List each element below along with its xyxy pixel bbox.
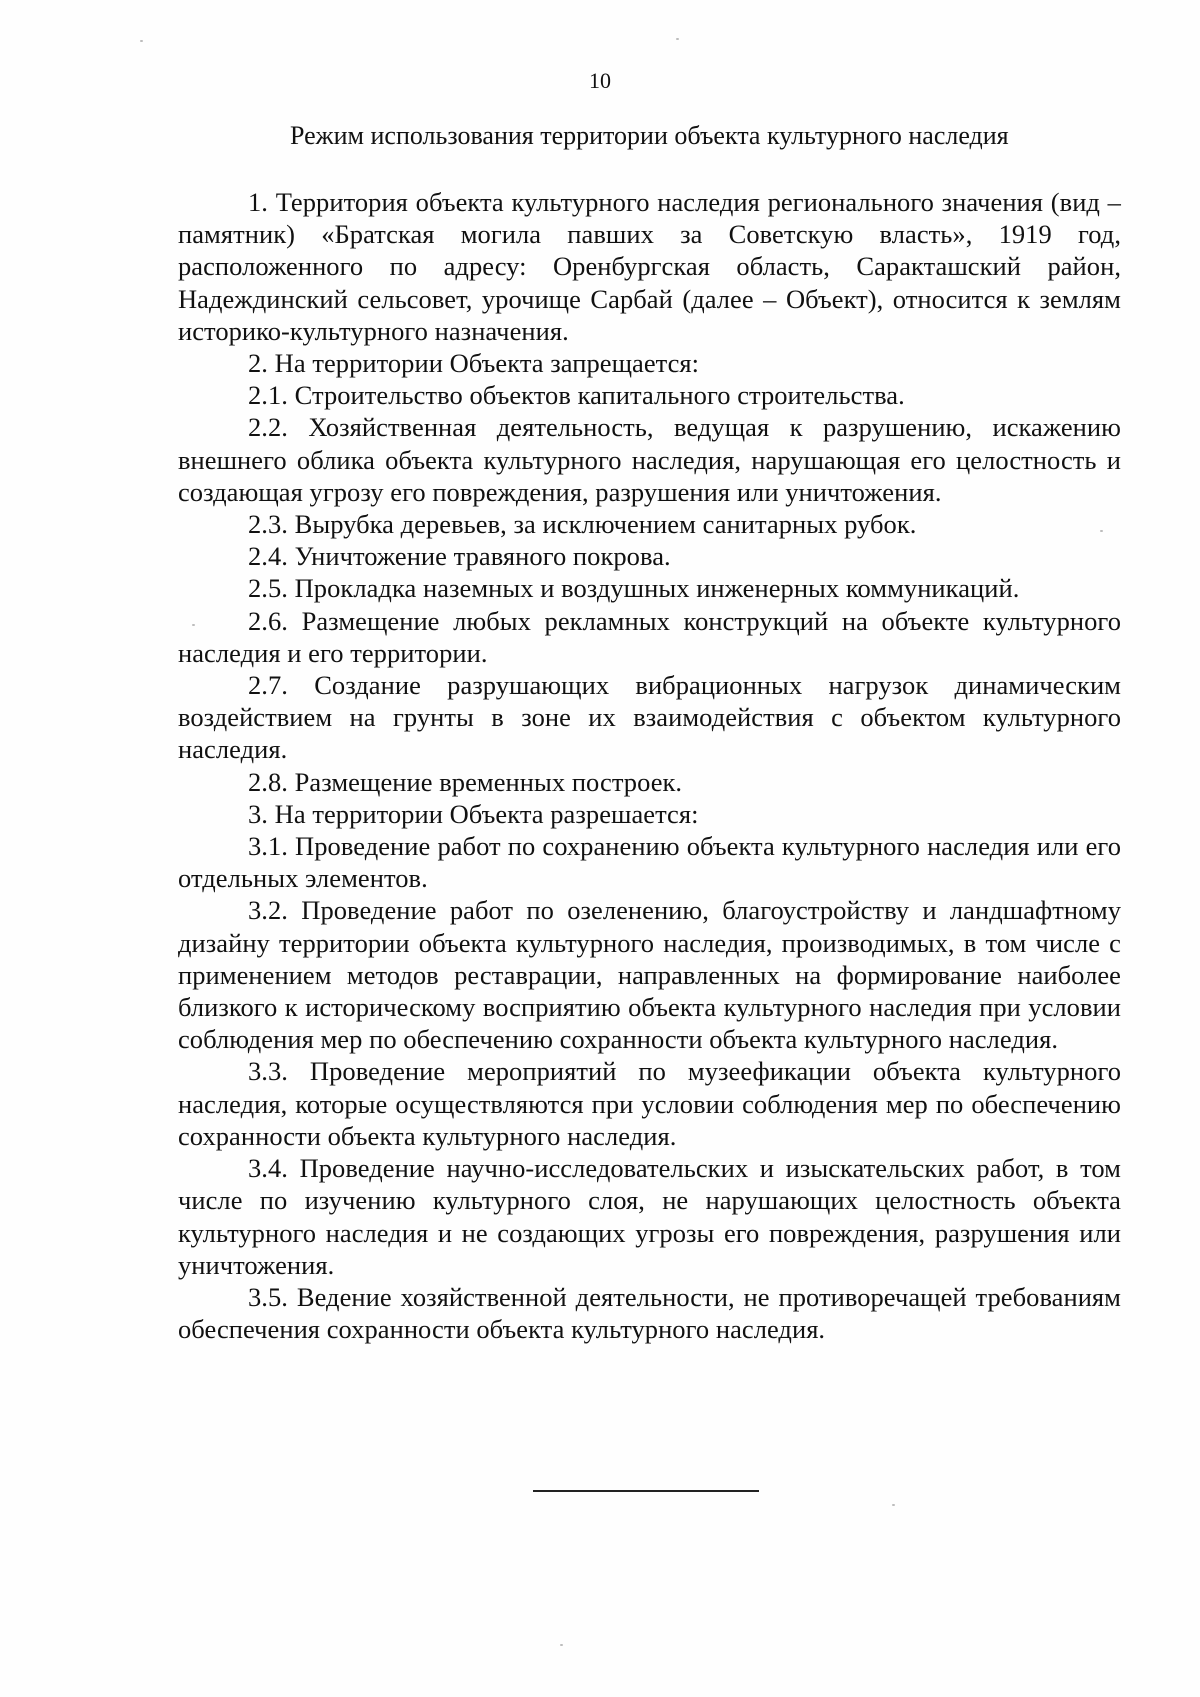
paragraph-2-5: 2.5. Прокладка наземных и воздушных инженерных коммуникаций. xyxy=(248,573,1020,604)
scan-speck xyxy=(676,38,679,40)
page-number: 10 xyxy=(589,68,611,93)
paragraph-3: 3. На территории Объекта разрешается: xyxy=(248,798,699,829)
paragraph-2-1: 2.1. Строительство объектов капитального строительства. xyxy=(248,380,905,411)
paragraph-2-8: 2.8. Размещение временных построек. xyxy=(248,766,683,797)
paragraph-3-1: 3.1. Проведение работ по сохранению объекта культурного наследия или его отдельных элементов. xyxy=(178,831,1121,894)
paragraph-2-4: 2.4. Уничтожение травяного покрова. xyxy=(248,541,671,572)
end-divider-line xyxy=(533,1490,759,1492)
paragraph-2-7: 2.7. Создание разрушающих вибрационных нагрузок динамическим воздействием на грунты в зоне их взаимодействия с объектом культурного наследия. xyxy=(178,670,1121,765)
section-title: Режим использования территории объекта культурного наследия xyxy=(290,121,1009,150)
scan-speck xyxy=(140,40,143,42)
paragraph-1: 1. Территория объекта культурного наследия регионального значения (вид – памятник) «Братская могила павших за Советскую власть», 1919 год, расположенного по адресу: Оренбургская область, Саракташский район, Надеждинский сельсовет, урочище Сарбай (далее – Объект), относится к землям историко-культурного назначения. xyxy=(178,187,1121,346)
paragraph-3-2: 3.2. Проведение работ по озеленению, благоустройству и ландшафтному дизайну территории объекта культурного наследия, производимых, в том числе с применением методов реставрации, направленных на формирование наиболее близкого к историческому восприятию объекта культурного наследия при условии соблюдения мер по обеспечению сохранности объекта культурного наследия. xyxy=(178,895,1121,1055)
paragraph-2-6: 2.6. Размещение любых рекламных конструкций на объекте культурного наследия и его территории. xyxy=(178,605,1121,668)
paragraph-2-3: 2.3. Вырубка деревьев, за исключением санитарных рубок. xyxy=(248,509,917,540)
paragraph-2: 2. На территории Объекта запрещается: xyxy=(248,348,700,379)
paragraph-3-3: 3.3. Проведение мероприятий по музеефикации объекта культурного наследия, которые осуществляются при условии соблюдения мер по обеспечению сохранности объекта культурного наследия. xyxy=(178,1056,1121,1151)
paragraph-2-2: 2.2. Хозяйственная деятельность, ведущая к разрушению, искажению внешнего облика объекта культурного наследия, нарушающая его целостность и создающая угрозу его повреждения, разрушения или уничтожения. xyxy=(178,412,1121,507)
paragraph-3-4: 3.4. Проведение научно-исследовательских и изыскательских работ, в том числе по изучению культурного слоя, не нарушающих целостность объекта культурного наследия и не создающих угрозы его повреждения, разрушения или уничтожения. xyxy=(178,1153,1121,1280)
scan-speck xyxy=(892,1504,895,1506)
scan-speck xyxy=(560,1644,563,1646)
document-body xyxy=(178,186,1121,1345)
paragraph-3-5: 3.5. Ведение хозяйственной деятельности, не противоречащей требованиям обеспечения сохранности объекта культурного наследия. xyxy=(178,1281,1121,1345)
